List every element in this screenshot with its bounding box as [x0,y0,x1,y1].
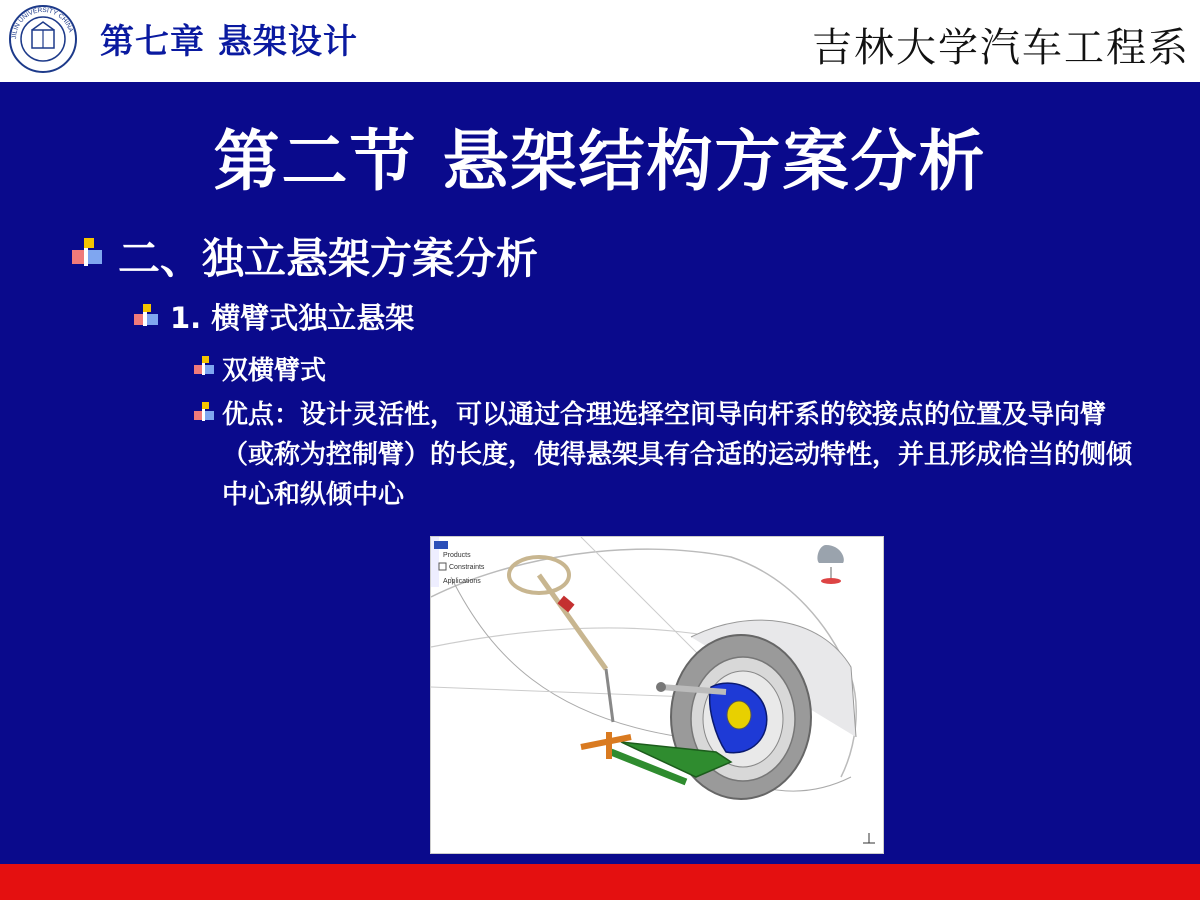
bullet-icon [72,238,106,266]
university-logo-icon [8,4,78,74]
section-title: 第二节 悬架结构方案分析 [213,123,987,200]
bullet-level2: 1. 横臂式独立悬架 [170,301,415,335]
svg-text:JILIN UNIVERSITY CHINA: JILIN UNIVERSITY CHINA [10,6,75,40]
bullet-level1: 二、独立悬架方案分析 [118,234,539,283]
bullet-level3: 双横臂式 [222,356,327,386]
suspension-illustration [431,537,883,853]
footer-bar [0,864,1200,900]
suspension-cad-figure [430,536,884,854]
tree-item-applications: Applications [443,578,481,585]
tree-item-products: Products [443,552,471,559]
chapter-title: 第七章 悬架设计 [100,22,358,62]
bullet-icon [134,304,160,326]
tree-item-constraints: Constraints [449,564,485,571]
header-bar [0,0,1200,82]
department-name: 吉林大学汽车工程系 [812,25,1190,71]
bullet-icon [194,402,216,421]
bullet-level3-paragraph: 优点：设计灵活性，可以通过合理选择空间导向杆系的铰接点的位置及导向臂（或称为控制臂）的长度，使得悬架具有合适的运动特性，并且形成恰当的侧倾中心和纵倾中心 [222,400,1133,510]
bullet-icon [194,356,216,375]
